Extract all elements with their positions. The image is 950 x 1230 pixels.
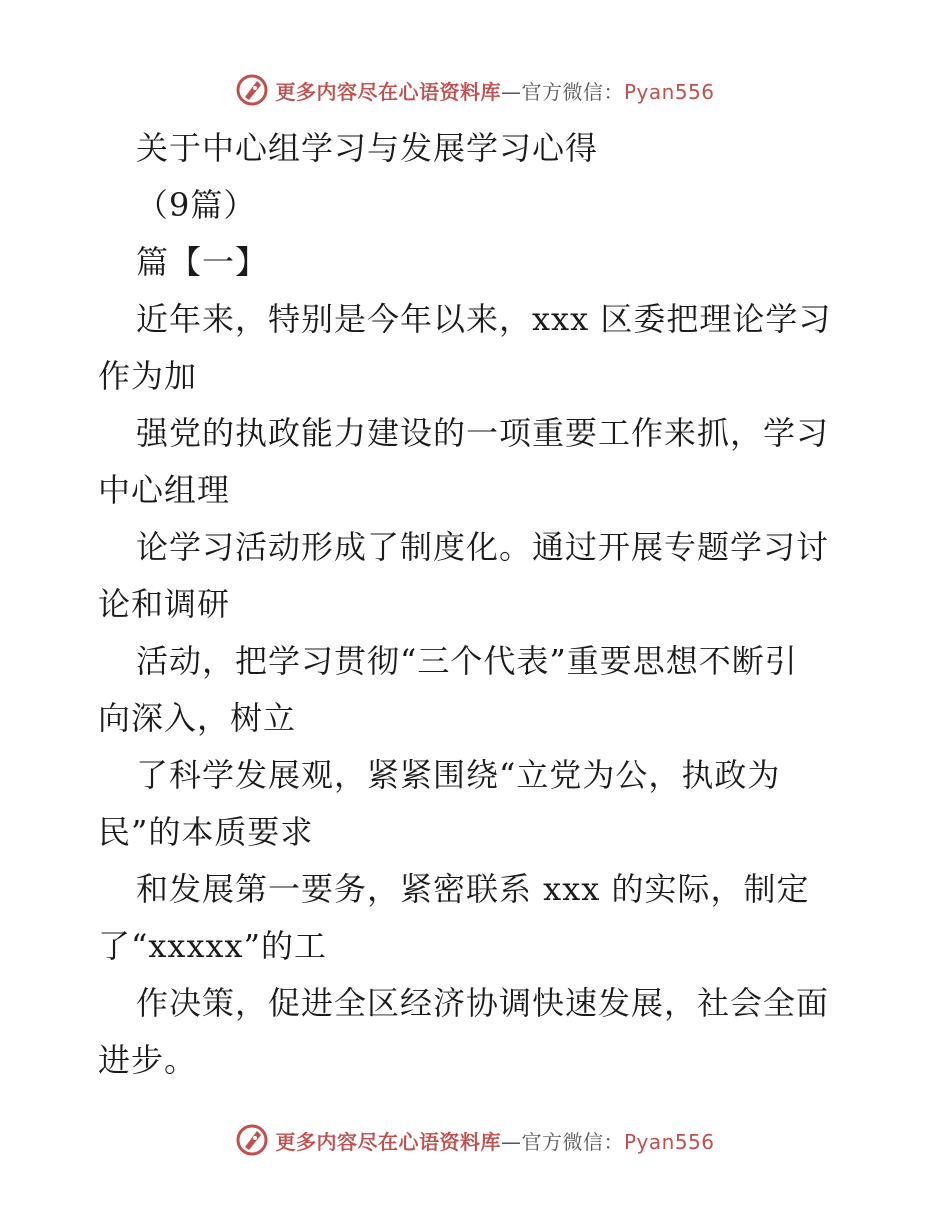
document-title: 关于中心组学习与发展学习心得 (136, 129, 599, 167)
document-body (98, 120, 858, 1089)
paragraph (98, 291, 858, 1089)
text-line: 中心组理 (98, 471, 231, 509)
footer-banner (0, 1120, 950, 1160)
text-line: 了“xxxxx”的工 (98, 927, 327, 965)
banner-site-name: 更多内容尽在心语资料库 (275, 1129, 501, 1154)
banner-wechat-label: —官方微信： (500, 79, 624, 104)
banner-wechat-id: Pyan556 (623, 79, 715, 104)
banner-text (275, 1126, 714, 1155)
text-line: 了科学发展观，紧紧围绕“立党为公，执政为 (136, 756, 781, 794)
text-line: 向深入，树立 (98, 699, 297, 737)
text-line: 活动，把学习贯彻“三个代表”重要思想不断引 (136, 642, 798, 680)
header-banner (0, 70, 950, 110)
pen-nib-icon (235, 1123, 269, 1157)
text-line: 民”的本质要求 (98, 813, 314, 851)
text-line: 近年来，特别是今年以来，xxx 区委把理论学习 (136, 300, 832, 338)
section-heading: 篇【一】 (136, 243, 269, 281)
banner-text (275, 76, 714, 105)
banner-site-name: 更多内容尽在心语资料库 (275, 79, 501, 104)
document-count: （9篇） (136, 186, 257, 224)
text-line: 作决策，促进全区经济协调快速发展，社会全面 (136, 984, 830, 1022)
text-line: 论学习活动形成了制度化。通过开展专题学习讨 (136, 528, 830, 566)
text-line: 强党的执政能力建设的一项重要工作来抓，学习 (136, 414, 830, 452)
text-line: 和发展第一要务，紧密联系 xxx 的实际，制定 (136, 870, 810, 908)
banner-wechat-label: —官方微信： (500, 1129, 624, 1154)
text-line: 论和调研 (98, 585, 231, 623)
banner-wechat-id: Pyan556 (623, 1129, 715, 1154)
text-line: 进步。 (98, 1041, 198, 1079)
pen-nib-icon (235, 73, 269, 107)
text-line: 作为加 (98, 357, 198, 395)
